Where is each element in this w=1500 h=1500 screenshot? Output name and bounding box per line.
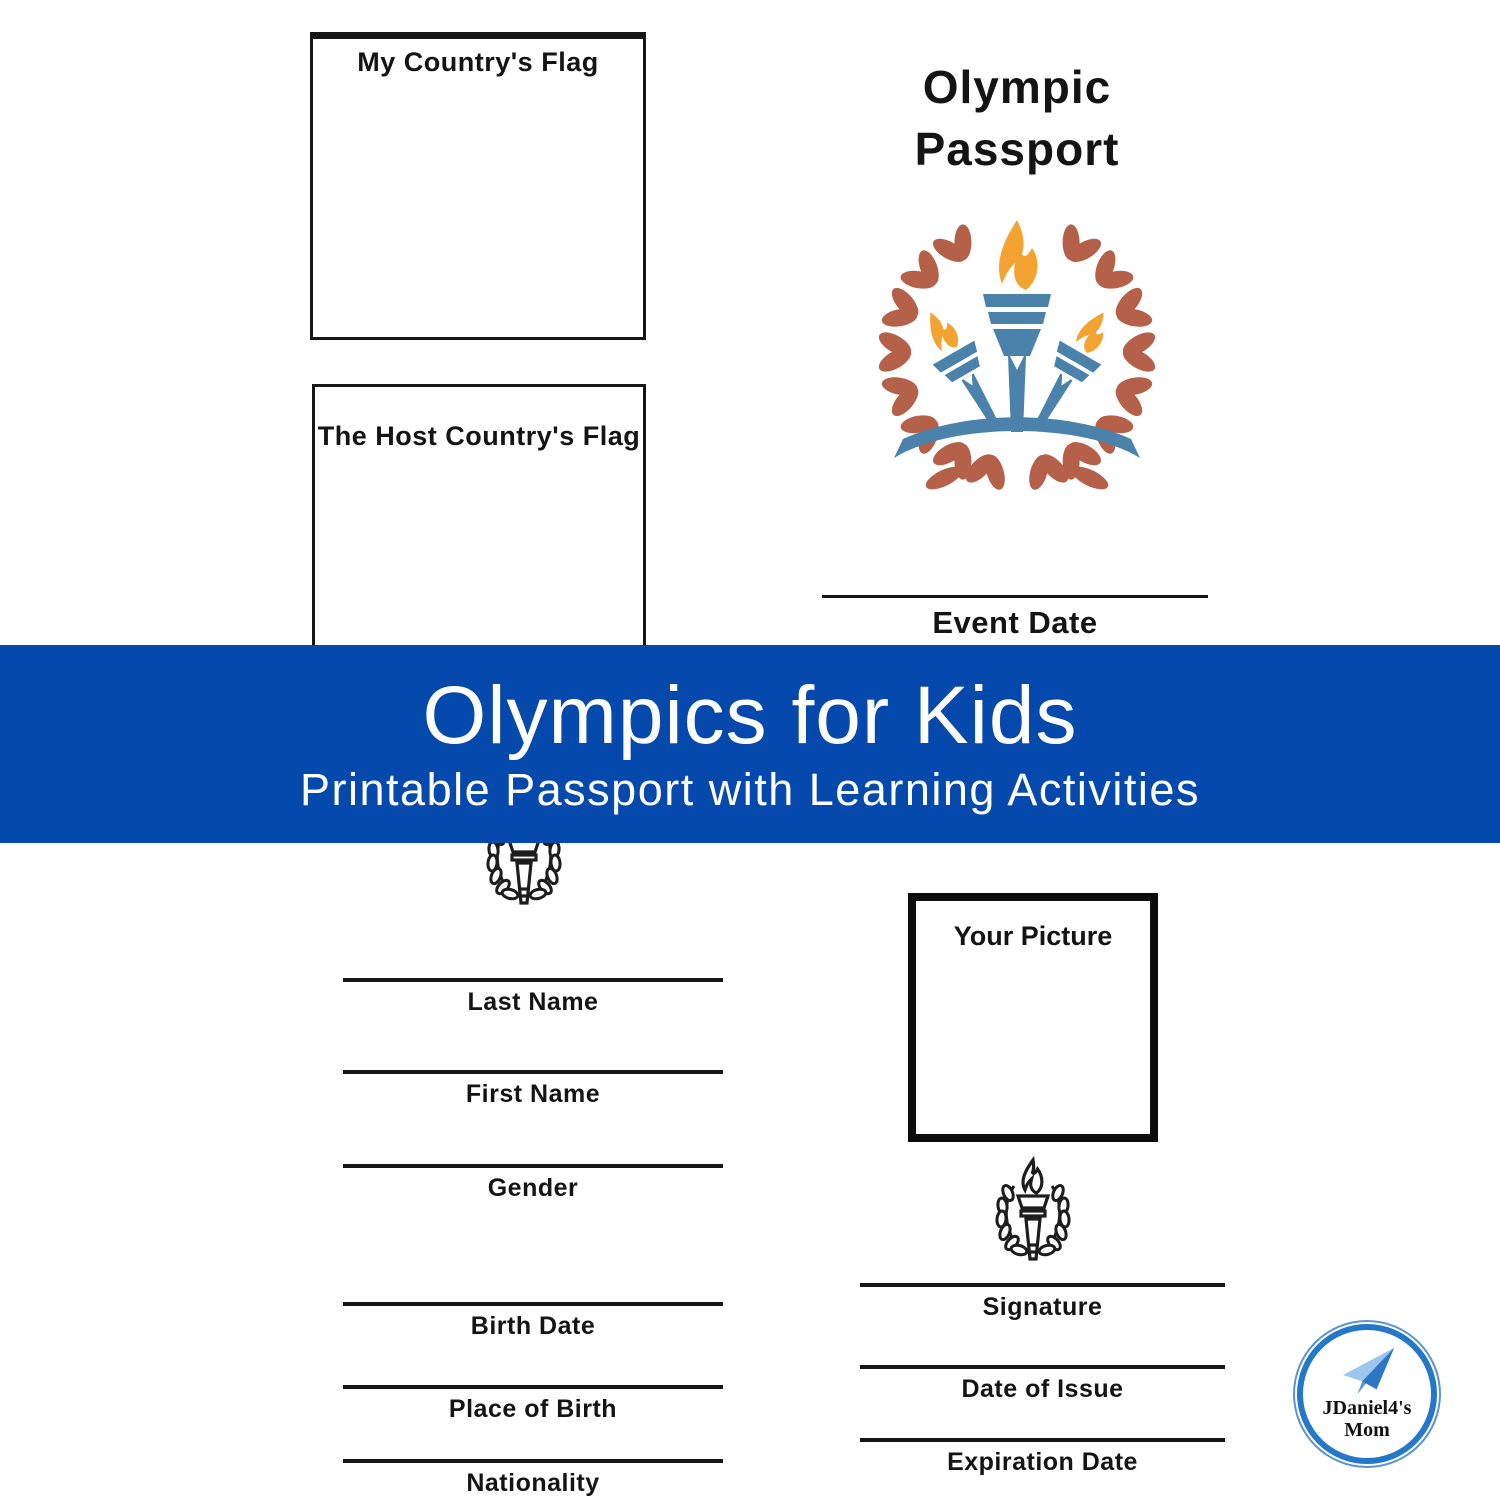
host-country-flag-label: The Host Country's Flag xyxy=(317,421,641,451)
passport-title-line1: Olympic xyxy=(922,61,1112,113)
field-line xyxy=(860,1365,1225,1369)
event-date-label: Event Date xyxy=(932,605,1098,640)
field-last-name xyxy=(343,978,723,1017)
field-label: Expiration Date xyxy=(947,1448,1138,1476)
jdaniel4s-mom-badge xyxy=(1297,1324,1437,1464)
host-country-flag-box xyxy=(312,384,646,688)
my-country-flag-box xyxy=(310,32,646,340)
your-picture-label: Your Picture xyxy=(953,921,1113,951)
field-label: Place of Birth xyxy=(448,1395,618,1423)
field-date-of-issue xyxy=(860,1365,1225,1404)
field-label: Birth Date xyxy=(470,1312,596,1340)
field-line xyxy=(343,1459,723,1463)
field-label: Nationality xyxy=(466,1469,600,1497)
badge-text-line2: Mom xyxy=(1344,1419,1390,1441)
field-label: Last Name xyxy=(467,988,599,1016)
field-line xyxy=(860,1438,1225,1442)
your-picture-box xyxy=(908,893,1158,1142)
banner-title: Olympics for Kids xyxy=(422,669,1078,761)
badge-text xyxy=(1323,1397,1412,1442)
title-banner xyxy=(0,645,1500,843)
paper-airplane-icon xyxy=(1332,1343,1402,1399)
field-place-of-birth xyxy=(343,1385,723,1424)
field-expiration-date xyxy=(860,1438,1225,1477)
field-line xyxy=(343,1164,723,1168)
field-nationality xyxy=(343,1459,723,1498)
field-label: Signature xyxy=(982,1293,1103,1321)
field-line xyxy=(343,1302,723,1306)
passport-title-line2: Passport xyxy=(914,123,1120,175)
event-date-field xyxy=(822,595,1208,641)
field-gender xyxy=(343,1164,723,1203)
field-line xyxy=(343,978,723,982)
field-birth-date xyxy=(343,1302,723,1341)
passport-cover-title xyxy=(792,56,1242,180)
center-torch-icon xyxy=(983,220,1051,432)
field-label: Gender xyxy=(487,1174,579,1202)
field-line xyxy=(343,1385,723,1389)
field-line xyxy=(343,1070,723,1074)
field-first-name xyxy=(343,1070,723,1109)
field-label: First Name xyxy=(465,1080,601,1108)
field-signature xyxy=(860,1283,1225,1322)
badge-text-line1: JDaniel4's xyxy=(1322,1396,1412,1419)
torch-laurel-outline-icon xyxy=(987,1156,1079,1266)
my-country-flag-label: My Country's Flag xyxy=(357,47,599,77)
event-date-line xyxy=(822,595,1208,598)
field-line xyxy=(860,1283,1225,1287)
field-label: Date of Issue xyxy=(961,1375,1124,1403)
banner-subtitle: Printable Passport with Learning Activities xyxy=(300,764,1200,816)
olympic-torch-laurel-emblem-icon xyxy=(852,202,1182,502)
